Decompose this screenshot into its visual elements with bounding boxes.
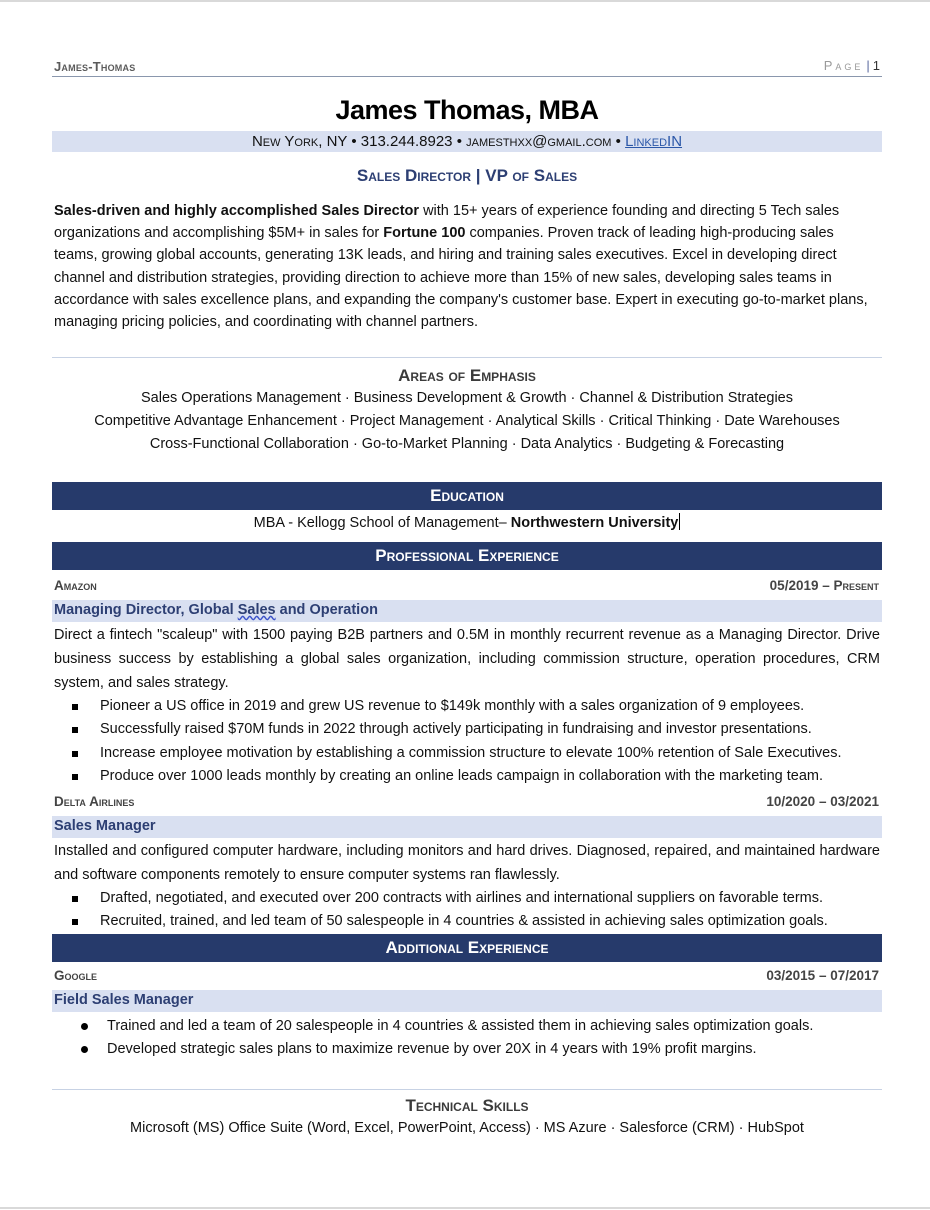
achievement-list bbox=[52, 887, 828, 934]
contact-dot: • bbox=[351, 133, 357, 150]
job-dates: 03/2015 – 07/2017 bbox=[766, 968, 879, 983]
page-top-edge bbox=[0, 0, 930, 2]
square-bullet-icon bbox=[72, 774, 78, 780]
summary-text-1: with 15+ years of experience founding and directing 5 Tech sales organizations and accomplishing $5M+ in sales for bbox=[54, 203, 840, 242]
contact-location: New York, NY bbox=[251, 133, 348, 150]
bullet-text: Successfully raised $70M funds in 2022 through actively participating in fundraising and investor presentations. bbox=[100, 721, 812, 738]
square-bullet-icon bbox=[72, 751, 78, 757]
page-number: 1 bbox=[872, 58, 880, 73]
square-bullet-icon bbox=[72, 727, 78, 733]
role-bar bbox=[52, 990, 882, 1012]
bullet-text: Produce over 1000 leads monthly by creating an online leads campaign in collaboration with the marketing team. bbox=[100, 767, 824, 784]
areas-line: Competitive Advantage Enhancement · Project Management · Analytical Skills · Critical Thinking · Date Warehouses bbox=[94, 413, 840, 429]
list-item bbox=[52, 887, 828, 910]
header-name: James-Thomas bbox=[54, 59, 136, 74]
round-bullet-icon bbox=[81, 1046, 88, 1053]
list-item bbox=[52, 718, 842, 741]
list-item bbox=[52, 695, 842, 718]
education-heading: Education bbox=[52, 482, 882, 510]
job-title: Field Sales Manager bbox=[54, 992, 194, 1008]
bullet-text: Increase employee motivation by establishing a commission structure to elevate 100% retention of Sale Executives. bbox=[100, 744, 842, 761]
job-dates: 10/2020 – 03/2021 bbox=[766, 794, 879, 809]
contact-phone: 313.244.8923 bbox=[360, 133, 453, 150]
square-bullet-icon bbox=[72, 919, 78, 925]
professional-tagline: Sales Director | VP of Sales bbox=[356, 166, 578, 185]
technical-line: Microsoft (MS) Office Suite (Word, Excel, PowerPoint, Access) · MS Azure · Salesforce (CRM) · HubSpot bbox=[130, 1120, 804, 1136]
contact-dot: • bbox=[456, 133, 462, 150]
achievement-list bbox=[52, 1015, 813, 1062]
areas-line: Cross-Functional Collaboration · Go-to-Market Planning · Data Analytics · Budgeting & Forecasting bbox=[149, 436, 785, 452]
candidate-name: James Thomas, MBA bbox=[335, 95, 599, 125]
university: Northwestern University bbox=[510, 515, 679, 531]
bullet-text: Pioneer a US office in 2019 and grew US revenue to $149k monthly with a sales organization of 9 employees. bbox=[100, 698, 805, 714]
company-name: Google bbox=[54, 968, 98, 983]
company-name: Amazon bbox=[54, 578, 97, 593]
page-separator: | bbox=[866, 58, 870, 73]
job-dates: 05/2019 – Present bbox=[769, 578, 879, 593]
contact-email[interactable]: jamesthxx@gmail.com bbox=[466, 133, 612, 150]
job-title-part: and Operation bbox=[275, 602, 378, 618]
spellcheck-flag[interactable]: Sales bbox=[237, 602, 276, 618]
job-title-part: Managing Director, Global bbox=[54, 602, 238, 618]
divider bbox=[52, 357, 882, 358]
list-item bbox=[52, 765, 842, 788]
bullet-text: Recruited, trained, and led team of 50 salespeople in 4 countries & assisted in achieving sales optimization goals. bbox=[100, 913, 828, 930]
summary-text-2: companies. Proven track of leading high-producing sales teams, growing global accounts, generating 13K leads, and hiring and training sales executives. Excel in developing direct channel and distribution strategies, providing direction to achieve more than 15% of new sales, developing sales teams in accordance with sales excellence plans, and expanding the company's customer base. Expert in executing go-to-market plans, managing pricing policies, and coordinating with channel partners. bbox=[54, 225, 868, 331]
bullet-text: Trained and led a team of 20 salespeople in 4 countries & assisted them in achieving sales optimization goals. bbox=[107, 1018, 814, 1034]
list-item bbox=[52, 1015, 813, 1038]
list-item bbox=[52, 1038, 813, 1061]
page-bottom-edge bbox=[0, 1207, 930, 1209]
education-entry bbox=[52, 513, 882, 531]
contact-bar bbox=[52, 131, 882, 152]
round-bullet-icon bbox=[81, 1023, 88, 1030]
technical-title: Technical Skills bbox=[405, 1096, 529, 1115]
role-bar bbox=[52, 816, 882, 838]
summary-lead: Sales-driven and highly accomplished Sales Director bbox=[54, 203, 420, 219]
job-title bbox=[54, 602, 378, 618]
job-title: Sales Manager bbox=[54, 818, 156, 834]
summary-bold-2: Fortune 100 bbox=[383, 225, 466, 242]
list-item bbox=[52, 910, 828, 933]
additional-heading: Additional Experience bbox=[52, 934, 882, 962]
degree: MBA - Kellogg School of Management– bbox=[253, 515, 511, 531]
list-item bbox=[52, 742, 842, 765]
achievement-list bbox=[52, 695, 842, 788]
running-header bbox=[52, 58, 882, 77]
square-bullet-icon bbox=[72, 896, 78, 902]
bullet-text: Developed strategic sales plans to maximize revenue by over 20X in 4 years with 19% profit margins. bbox=[107, 1041, 757, 1058]
areas-title: Areas of Emphasis bbox=[398, 366, 536, 385]
experience-heading: Professional Experience bbox=[52, 542, 882, 570]
role-bar bbox=[52, 600, 882, 622]
bullet-text: Drafted, negotiated, and executed over 200 contracts with airlines and international suppliers on favorable terms. bbox=[100, 890, 824, 906]
job-description: Direct a fintech "scaleup" with 1500 paying B2B partners and 0.5M in monthly recurrent revenue as a Managing Director. Drive business success by establishing a global sales organization, including commission structure, operation procedures, CRM system, and sales strategy. bbox=[54, 627, 880, 691]
summary-paragraph bbox=[54, 200, 880, 333]
page-indicator bbox=[824, 58, 880, 73]
areas-line: Sales Operations Management · Business Development & Growth · Channel & Distribution Strategies bbox=[140, 390, 793, 406]
square-bullet-icon bbox=[72, 704, 78, 710]
linkedin-link[interactable]: LinkedIN bbox=[625, 133, 683, 150]
text-cursor bbox=[679, 513, 680, 530]
contact-dot: • bbox=[615, 133, 621, 150]
company-name: Delta Airlines bbox=[54, 794, 135, 809]
job-description: Installed and configured computer hardware, including monitors and hard drives. Diagnosed, repaired, and maintained hardware and software components remotely to ensure computer systems ran flawlessly. bbox=[54, 843, 880, 883]
divider bbox=[52, 1089, 882, 1090]
page-label: Page bbox=[823, 58, 864, 73]
